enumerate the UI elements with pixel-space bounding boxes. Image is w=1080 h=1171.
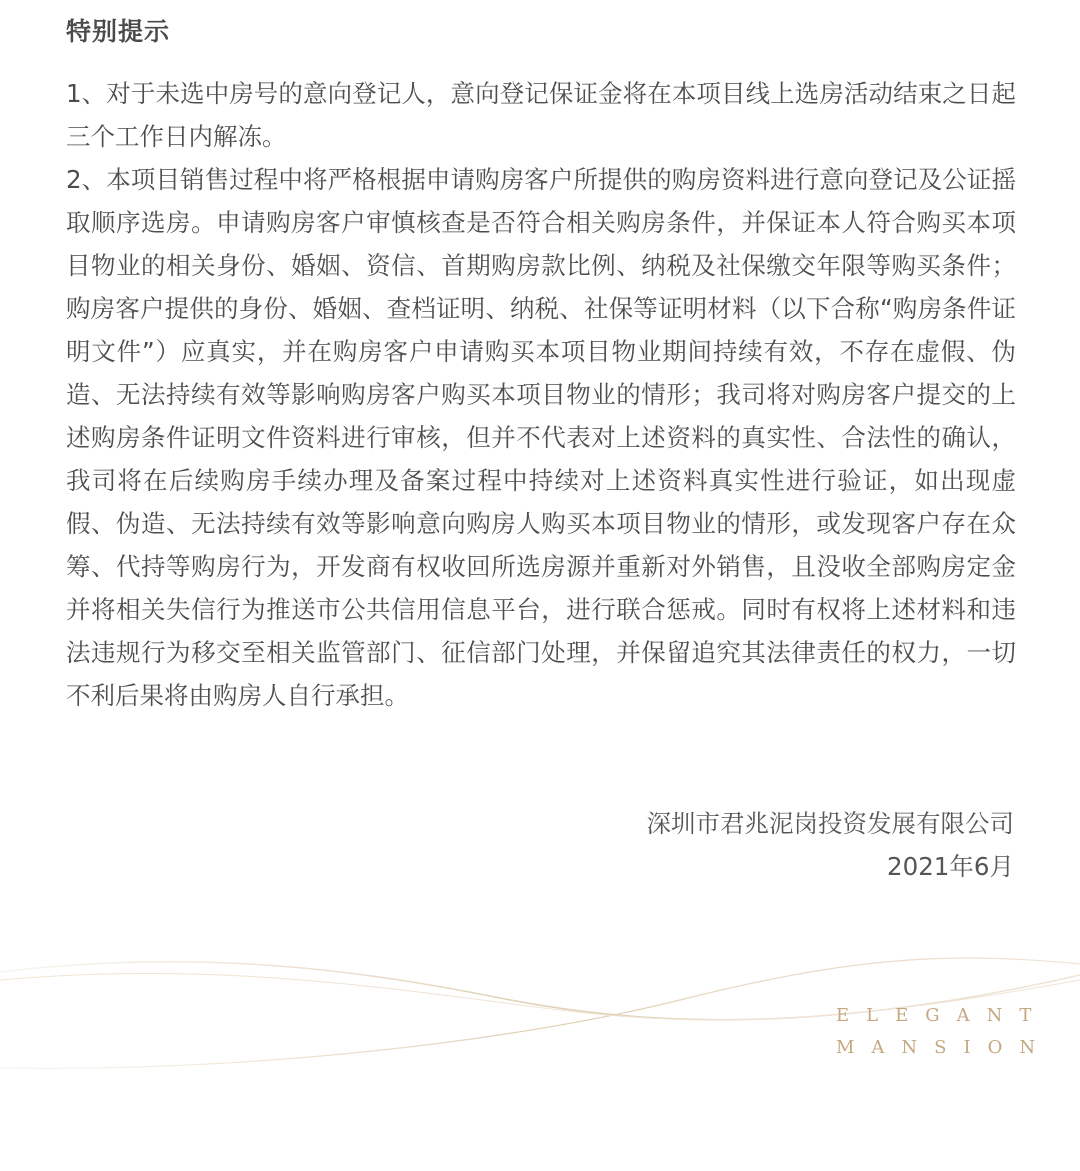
notice-body — [66, 72, 1016, 717]
brand-logo — [836, 1000, 1052, 1064]
brand-line-1: ELEGANT — [836, 1005, 1049, 1026]
signature-date: 2021年6月 — [887, 852, 1014, 881]
signature-block — [647, 802, 1015, 888]
brand-line-2: MANSION — [836, 1037, 1053, 1058]
company-name: 深圳市君兆泥岗投资发展有限公司 — [646, 809, 1014, 838]
notice-paragraph-2: 2、本项目销售过程中将严格根据申请购房客户所提供的购房资料进行意向登记及公证摇取顺序选房。申请购房客户审慎核查是否符合相关购房条件，并保证本人符合购买本项目物业的相关身份、婚姻、资信、首期购房款比例、纳税及社保缴交年限等购买条件；购房客户提供的身份、婚姻、查档证明、纳税、社保等证明材料（以下合称“购房条件证明文件”）应真实，并在购房客户申请购买本项目物业期间持续有效，不存在虚假、伪造、无法持续有效等影响购房客户购买本项目物业的情形；我司将对购房客户提交的上述购房条件证明文件资料进行审核，但并不代表对上述资料的真实性、合法性的确认，我司将在后续购房手续办理及备案过程中持续对上述资料真实性进行验证，如出现虚假、伪造、无法持续有效等影响意向购房人购买本项目物业的情形，或发现客户存在众筹、代持等购房行为，开发商有权收回所选房源并重新对外销售，且没收全部购房定金并将相关失信行为推送市公共信用信息平台，进行联合惩戒。同时有权将上述材料和违法违规行为移交至相关监管部门、征信部门处理，并保留追究其法律责任的权力，一切不利后果将由购房人自行承担。 — [66, 165, 1016, 710]
notice-paragraph-1: 1、对于未选中房号的意向登记人，意向登记保证金将在本项目线上选房活动结束之日起三个工作日内解冻。 — [66, 79, 1016, 151]
notice-heading: 特别提示 — [66, 17, 171, 46]
